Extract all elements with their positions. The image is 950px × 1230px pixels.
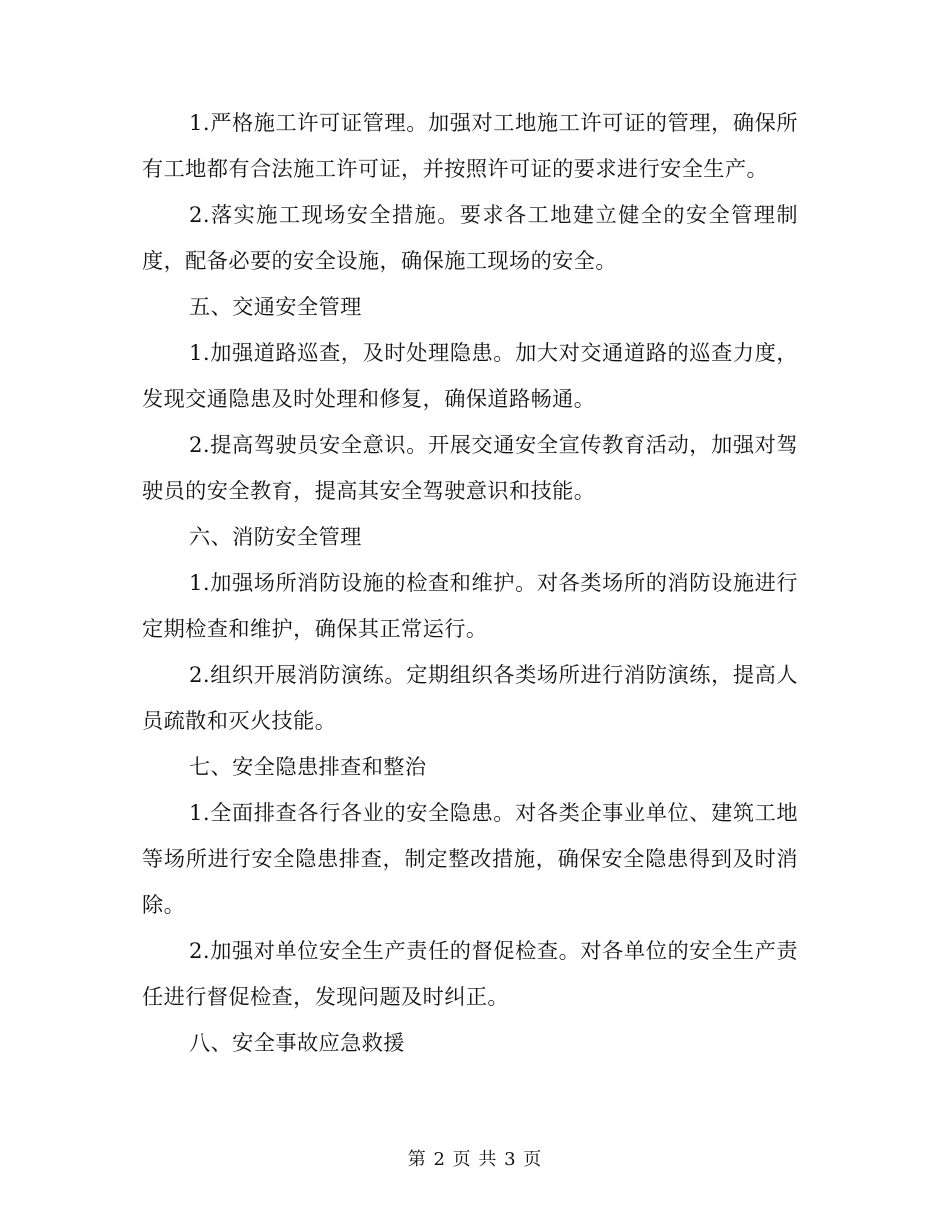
paragraph-construction-permit: 1.严格施工许可证管理。加强对工地施工许可证的管理，确保所有工地都有合法施工许可证，并按照许可证的要求进行安全生产。 — [142, 110, 798, 181]
paragraph-road-inspection: 1.加强道路巡查，及时处理隐患。加大对交通道路的巡查力度，发现交通隐患及时处理和修复，确保道路畅通。 — [142, 340, 798, 411]
section-heading-traffic-safety: 五、交通安全管理 — [189, 294, 362, 319]
paragraph-fire-facility-inspection: 1.加强场所消防设施的检查和维护。对各类场所的消防设施进行定期检查和维护，确保其正常运行。 — [142, 570, 798, 641]
section-heading-emergency-rescue: 八、安全事故应急救援 — [189, 1030, 405, 1055]
paragraph-hazard-investigation: 1.全面排查各行各业的安全隐患。对各类企事业单位、建筑工地等场所进行安全隐患排查，制定整改措施，确保安全隐患得到及时消除。 — [142, 800, 798, 917]
section-heading-hazard-inspection: 七、安全隐患排查和整治 — [189, 754, 427, 779]
section-heading-fire-safety: 六、消防安全管理 — [189, 524, 362, 549]
paragraph-fire-drills: 2.组织开展消防演练。定期组织各类场所进行消防演练，提高人员疏散和灭火技能。 — [142, 662, 798, 733]
paragraph-responsibility-supervision: 2.加强对单位安全生产责任的督促检查。对各单位的安全生产责任进行督促检查，发现问题及时纠正。 — [142, 938, 798, 1009]
page-number-footer: 第 2 页 共 3 页 — [407, 1149, 543, 1170]
paragraph-site-safety-measures: 2.落实施工现场安全措施。要求各工地建立健全的安全管理制度，配备必要的安全设施，确保施工现场的安全。 — [142, 202, 798, 273]
paragraph-driver-awareness: 2.提高驾驶员安全意识。开展交通安全宣传教育活动，加强对驾驶员的安全教育，提高其安全驾驶意识和技能。 — [142, 432, 798, 503]
document-body — [142, 100, 798, 1066]
